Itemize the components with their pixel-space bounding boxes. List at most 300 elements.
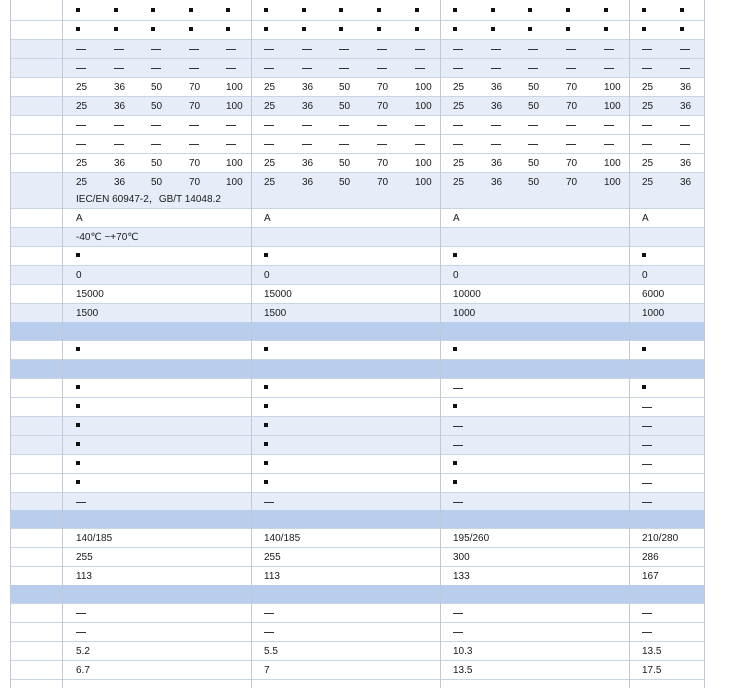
dash-icon (151, 68, 161, 69)
not-available-dash (415, 40, 425, 59)
not-available-dash (264, 135, 274, 154)
table-cell: 25 (264, 82, 276, 93)
not-available-dash (114, 59, 124, 78)
table-cell: 25 (76, 177, 88, 188)
not-available-dash (415, 59, 425, 78)
not-available-dash (566, 59, 576, 78)
not-available-dash (226, 59, 236, 78)
table-cell: 113 (76, 571, 92, 582)
check-mark-icon (453, 347, 457, 351)
dash-icon (114, 68, 124, 69)
check-mark-icon (151, 27, 155, 31)
check-mark-icon (114, 27, 118, 31)
check-mark-icon (76, 379, 80, 398)
check-mark-icon (339, 21, 343, 40)
check-mark-icon (264, 417, 268, 436)
dash-icon (415, 49, 425, 50)
not-available-dash (453, 59, 463, 78)
table-cell: 25 (264, 177, 276, 188)
dash-icon (189, 49, 199, 50)
check-mark-icon (566, 27, 570, 31)
dash-icon (189, 144, 199, 145)
table-row (10, 417, 704, 436)
dash-icon (528, 144, 538, 145)
dash-icon (453, 49, 463, 50)
standard-text: IEC/EN 60947-2，GB/T 14048.2 (76, 194, 221, 205)
check-mark-icon (76, 27, 80, 31)
table-cell: 1500 (264, 308, 287, 319)
table-cell: 25 (453, 101, 465, 112)
dash-icon (226, 144, 236, 145)
section-header-row (10, 585, 704, 604)
check-mark-icon (453, 455, 457, 474)
table-cell: 36 (114, 177, 126, 188)
table-row (10, 97, 704, 116)
table-cell: 70 (189, 177, 201, 188)
check-mark-icon (453, 27, 457, 31)
check-mark-icon (491, 21, 495, 40)
section-header-row (10, 322, 704, 341)
table-cell: 25 (453, 82, 465, 93)
check-mark-icon (566, 8, 570, 12)
not-available-dash (453, 623, 463, 642)
dash-icon (302, 68, 312, 69)
table-cell: 100 (604, 158, 621, 169)
not-available-dash (642, 623, 652, 642)
dash-icon (76, 144, 86, 145)
table-cell: 70 (566, 177, 578, 188)
dash-icon (453, 632, 463, 633)
section-header-row (10, 360, 704, 379)
not-available-dash (264, 116, 274, 135)
check-mark-icon (642, 341, 646, 360)
dash-icon (264, 144, 274, 145)
table-cell: 6.7 (76, 665, 90, 676)
not-available-dash (642, 455, 652, 474)
table-cell: 25 (76, 101, 88, 112)
check-mark-icon (264, 27, 268, 31)
table-row (10, 341, 704, 360)
not-available-dash (642, 116, 652, 135)
check-mark-icon (680, 2, 684, 21)
not-available-dash (604, 116, 614, 135)
dash-icon (680, 68, 690, 69)
dash-icon (377, 144, 387, 145)
check-mark-icon (377, 27, 381, 31)
dash-icon (453, 445, 463, 446)
table-cell: 50 (528, 177, 540, 188)
table-row (10, 116, 704, 135)
check-mark-icon (528, 27, 532, 31)
dash-icon (151, 125, 161, 126)
table-cell: 36 (680, 177, 692, 188)
table-cell: 25 (642, 158, 654, 169)
check-mark-icon (453, 398, 457, 417)
table-cell: 140/185 (76, 533, 113, 544)
table-cell: 6000 (642, 289, 665, 300)
dash-icon (604, 125, 614, 126)
dash-icon (642, 613, 652, 614)
not-available-dash (680, 116, 690, 135)
table-cell: 167 (642, 571, 659, 582)
dash-icon (566, 49, 576, 50)
check-mark-icon (264, 480, 268, 484)
not-available-dash (415, 135, 425, 154)
dash-icon (415, 68, 425, 69)
table-row (10, 78, 704, 97)
check-mark-icon (264, 436, 268, 455)
not-available-dash (642, 604, 652, 623)
dash-icon (642, 632, 652, 633)
not-available-dash (226, 116, 236, 135)
table-cell: 10000 (453, 289, 481, 300)
check-mark-icon (76, 423, 80, 427)
check-mark-icon (76, 474, 80, 493)
dash-icon (642, 407, 652, 408)
table-cell: 100 (604, 82, 621, 93)
table-row (10, 2, 704, 21)
table-row (10, 304, 704, 323)
not-available-dash (528, 135, 538, 154)
check-mark-icon (264, 2, 268, 21)
not-available-dash (189, 59, 199, 78)
check-mark-icon (453, 461, 457, 465)
table-cell: 70 (189, 82, 201, 93)
table-cell: 25 (264, 101, 276, 112)
check-mark-icon (226, 27, 230, 31)
table-cell: 50 (151, 177, 163, 188)
check-mark-icon (302, 27, 306, 31)
check-mark-icon (189, 8, 193, 12)
not-available-dash (339, 59, 349, 78)
not-available-dash (264, 40, 274, 59)
dash-icon (377, 68, 387, 69)
table-cell: A (264, 213, 271, 224)
check-mark-icon (76, 436, 80, 455)
table-cell: 50 (528, 101, 540, 112)
table-cell: 100 (415, 82, 432, 93)
check-mark-icon (226, 21, 230, 40)
check-mark-icon (528, 8, 532, 12)
table-cell: 195/260 (453, 533, 490, 544)
check-mark-icon (76, 253, 80, 257)
not-available-dash (189, 40, 199, 59)
check-mark-icon (76, 8, 80, 12)
table-row (10, 436, 704, 455)
check-mark-icon (76, 341, 80, 360)
column-divider (440, 0, 441, 688)
check-mark-icon (642, 385, 646, 389)
table-cell: 100 (604, 101, 621, 112)
table-row (10, 642, 704, 661)
not-available-dash (264, 59, 274, 78)
dash-icon (264, 632, 274, 633)
table-cell: A (453, 213, 460, 224)
dash-icon (302, 125, 312, 126)
dash-icon (453, 125, 463, 126)
not-available-dash (604, 40, 614, 59)
table-cell: 36 (491, 177, 503, 188)
check-mark-icon (491, 2, 495, 21)
table-cell: 25 (264, 158, 276, 169)
not-available-dash (76, 135, 86, 154)
table-cell: 25 (642, 101, 654, 112)
not-available-dash (453, 604, 463, 623)
dash-icon (642, 464, 652, 465)
dash-icon (114, 49, 124, 50)
table-cell: 70 (377, 158, 389, 169)
table-cell: 25 (642, 82, 654, 93)
not-available-dash (264, 623, 274, 642)
table-cell: 50 (528, 158, 540, 169)
check-mark-icon (264, 379, 268, 398)
check-mark-icon (151, 21, 155, 40)
dash-icon (642, 483, 652, 484)
check-mark-icon (151, 2, 155, 21)
dash-icon (302, 49, 312, 50)
section-header-row (10, 510, 704, 529)
dash-icon (566, 125, 576, 126)
check-mark-icon (76, 442, 80, 446)
dash-icon (377, 49, 387, 50)
table-row (10, 190, 704, 209)
not-available-dash (491, 59, 501, 78)
check-mark-icon (226, 8, 230, 12)
check-mark-icon (76, 398, 80, 417)
not-available-dash (302, 59, 312, 78)
check-mark-icon (264, 385, 268, 389)
check-mark-icon (189, 27, 193, 31)
check-mark-icon (339, 2, 343, 21)
check-mark-icon (377, 8, 381, 12)
check-mark-icon (264, 347, 268, 351)
not-available-dash (642, 398, 652, 417)
table-row (10, 59, 704, 78)
dash-icon (189, 68, 199, 69)
dash-icon (491, 144, 501, 145)
table-cell: 50 (339, 101, 351, 112)
dash-icon (226, 49, 236, 50)
check-mark-icon (264, 461, 268, 465)
not-available-dash (453, 135, 463, 154)
table-cell: 255 (264, 552, 281, 563)
table-cell: 5.2 (76, 646, 90, 657)
not-available-dash (604, 59, 614, 78)
column-divider (704, 0, 705, 688)
dash-icon (453, 144, 463, 145)
not-available-dash (76, 59, 86, 78)
table-cell: 70 (377, 82, 389, 93)
table-cell: 300 (453, 552, 470, 563)
table-cell: 70 (377, 101, 389, 112)
check-mark-icon (415, 27, 419, 31)
not-available-dash (302, 116, 312, 135)
table-cell: 70 (566, 158, 578, 169)
table-cell: 50 (339, 82, 351, 93)
dash-icon (680, 49, 690, 50)
check-mark-icon (453, 247, 457, 266)
not-available-dash (453, 379, 463, 398)
dash-icon (604, 49, 614, 50)
check-mark-icon (302, 21, 306, 40)
dash-icon (226, 125, 236, 126)
not-available-dash (491, 135, 501, 154)
not-available-dash (339, 116, 349, 135)
table-row (10, 529, 704, 548)
check-mark-icon (151, 8, 155, 12)
check-mark-icon (642, 379, 646, 398)
table-cell: 0 (453, 270, 459, 281)
table-row (10, 40, 704, 59)
not-available-dash (377, 116, 387, 135)
table-cell: 25 (453, 158, 465, 169)
check-mark-icon (604, 2, 608, 21)
not-available-dash (76, 604, 86, 623)
check-mark-icon (491, 8, 495, 12)
check-mark-icon (528, 2, 532, 21)
check-mark-icon (302, 8, 306, 12)
table-cell: 36 (114, 158, 126, 169)
table-cell: 36 (491, 82, 503, 93)
table-cell: 70 (189, 158, 201, 169)
check-mark-icon (76, 404, 80, 408)
check-mark-icon (114, 2, 118, 21)
dash-icon (604, 144, 614, 145)
dash-icon (453, 426, 463, 427)
check-mark-icon (415, 21, 419, 40)
not-available-dash (76, 40, 86, 59)
check-mark-icon (264, 253, 268, 257)
table-row (10, 398, 704, 417)
check-mark-icon (264, 442, 268, 446)
table-cell: 50 (151, 158, 163, 169)
table-cell: 13.5 (642, 646, 662, 657)
check-mark-icon (453, 480, 457, 484)
not-available-dash (226, 135, 236, 154)
check-mark-icon (680, 27, 684, 31)
check-mark-icon (604, 21, 608, 40)
check-mark-icon (76, 480, 80, 484)
not-available-dash (302, 135, 312, 154)
dash-icon (189, 125, 199, 126)
dash-icon (528, 125, 538, 126)
not-available-dash (151, 59, 161, 78)
table-cell: 1500 (76, 308, 99, 319)
dash-icon (566, 144, 576, 145)
table-cell: 100 (226, 158, 243, 169)
check-mark-icon (377, 2, 381, 21)
table-cell: 36 (302, 158, 314, 169)
not-available-dash (76, 623, 86, 642)
not-available-dash (453, 40, 463, 59)
dash-icon (339, 125, 349, 126)
check-mark-icon (453, 404, 457, 408)
dash-icon (415, 125, 425, 126)
not-available-dash (339, 40, 349, 59)
table-cell: 70 (377, 177, 389, 188)
dash-icon (642, 49, 652, 50)
table-cell: 100 (226, 101, 243, 112)
check-mark-icon (642, 8, 646, 12)
not-available-dash (528, 59, 538, 78)
table-cell: 36 (114, 101, 126, 112)
table-cell: 50 (528, 82, 540, 93)
dash-icon (491, 68, 501, 69)
table-cell: 13.5 (453, 665, 473, 676)
check-mark-icon (264, 247, 268, 266)
not-available-dash (226, 40, 236, 59)
dash-icon (151, 144, 161, 145)
not-available-dash (151, 40, 161, 59)
table-cell: A (76, 213, 83, 224)
table-cell: 70 (566, 82, 578, 93)
not-available-dash (528, 116, 538, 135)
dash-icon (339, 144, 349, 145)
table-cell: 17.5 (642, 665, 662, 676)
not-available-dash (642, 135, 652, 154)
dash-icon (339, 49, 349, 50)
table-cell: 100 (415, 177, 432, 188)
dash-icon (76, 632, 86, 633)
table-cell: 15000 (264, 289, 292, 300)
table-cell: 7 (264, 665, 270, 676)
table-row (10, 379, 704, 398)
table-cell: 0 (76, 270, 82, 281)
not-available-dash (114, 116, 124, 135)
check-mark-icon (114, 8, 118, 12)
table-cell: 36 (302, 177, 314, 188)
check-mark-icon (76, 455, 80, 474)
table-row (10, 455, 704, 474)
table-cell: 25 (76, 82, 88, 93)
table-cell: 36 (302, 101, 314, 112)
dash-icon (680, 125, 690, 126)
table-row (10, 623, 704, 642)
check-mark-icon (264, 404, 268, 408)
table-cell: 0 (264, 270, 270, 281)
check-mark-icon (642, 247, 646, 266)
check-mark-icon (642, 347, 646, 351)
check-mark-icon (302, 2, 306, 21)
dash-icon (76, 49, 86, 50)
not-available-dash (680, 40, 690, 59)
dash-icon (642, 144, 652, 145)
not-available-dash (566, 116, 576, 135)
dash-icon (226, 68, 236, 69)
table-row (10, 209, 704, 228)
table-cell: 140/185 (264, 533, 301, 544)
check-mark-icon (339, 27, 343, 31)
table-cell: 70 (566, 101, 578, 112)
check-mark-icon (566, 21, 570, 40)
dash-icon (453, 388, 463, 389)
table-cell: 50 (151, 101, 163, 112)
check-mark-icon (680, 8, 684, 12)
table-cell: 25 (76, 158, 88, 169)
dash-icon (339, 68, 349, 69)
not-available-dash (76, 116, 86, 135)
dash-icon (453, 613, 463, 614)
dash-icon (642, 125, 652, 126)
table-cell: 100 (226, 82, 243, 93)
dash-icon (377, 125, 387, 126)
not-available-dash (151, 116, 161, 135)
table-cell: 100 (415, 158, 432, 169)
check-mark-icon (264, 21, 268, 40)
check-mark-icon (264, 341, 268, 360)
table-cell: 100 (226, 177, 243, 188)
not-available-dash (453, 417, 463, 436)
